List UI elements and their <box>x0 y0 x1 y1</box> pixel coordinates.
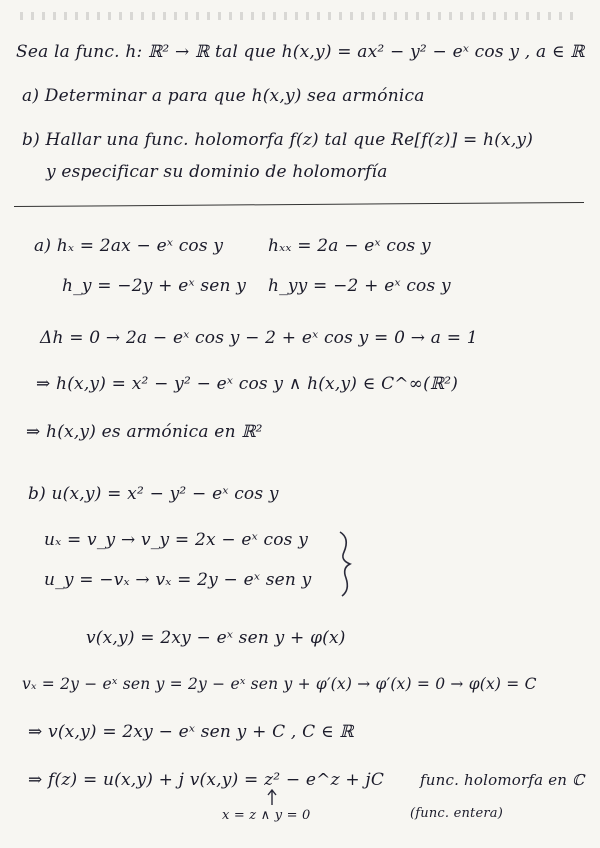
part-a-laplacian: Δh = 0 → 2a − eˣ cos y − 2 + eˣ cos y = 0 → a = 1 <box>40 328 478 348</box>
part-b-u: b) u(x,y) = x² − y² − eˣ cos y <box>28 484 279 504</box>
part-b-prompt-line-1: b) Hallar una func. holomorfa f(z) tal que Re[f(z)] = h(x,y) <box>22 130 534 150</box>
part-a-result: ⇒ h(x,y) = x² − y² − eˣ cos y ∧ h(x,y) ∈ C^∞(ℝ²) <box>36 374 459 394</box>
part-a-hx: a) hₓ = 2ax − eˣ cos y <box>34 236 224 256</box>
part-b-f: ⇒ f(z) = u(x,y) + j v(x,y) = z² − e^z + jC <box>28 770 385 790</box>
part-b-substitution: x = z ∧ y = 0 <box>222 808 311 823</box>
separator-line <box>14 202 584 207</box>
part-b-prompt-line-2: y especificar su dominio de holomorfía <box>46 162 388 182</box>
brace-mark <box>336 528 358 598</box>
arrow-up-mark <box>267 788 277 806</box>
part-a-prompt: a) Determinar a para que h(x,y) sea armónica <box>22 86 425 106</box>
part-b-v-final: ⇒ v(x,y) = 2xy − eˣ sen y + C , C ∈ ℝ <box>28 722 354 742</box>
part-b-v: v(x,y) = 2xy − eˣ sen y + φ(x) <box>86 628 346 648</box>
scan-noise-strip <box>20 12 580 20</box>
part-b-f-note: func. holomorfa en ℂ <box>420 771 585 789</box>
part-a-hxx: hₓₓ = 2a − eˣ cos y <box>268 236 431 256</box>
part-b-vx: vₓ = 2y − eˣ sen y = 2y − eˣ sen y + φ′(x) → φ′(x) = 0 → φ(x) = C <box>22 675 537 693</box>
part-b-cauchy-riemann-2: u_y = −vₓ → vₓ = 2y − eˣ sen y <box>44 570 312 590</box>
part-a-hy: h_y = −2y + eˣ sen y <box>62 276 247 296</box>
part-a-conclusion: ⇒ h(x,y) es armónica en ℝ² <box>26 422 263 442</box>
part-b-cauchy-riemann-1: uₓ = v_y → v_y = 2x − eˣ cos y <box>44 530 308 550</box>
part-b-f-note2: (func. entera) <box>410 806 503 821</box>
part-a-hyy: h_yy = −2 + eˣ cos y <box>268 276 451 296</box>
problem-statement: Sea la func. h: ℝ² → ℝ tal que h(x,y) = ax² − y² − eˣ cos y , a ∈ ℝ <box>16 42 585 62</box>
